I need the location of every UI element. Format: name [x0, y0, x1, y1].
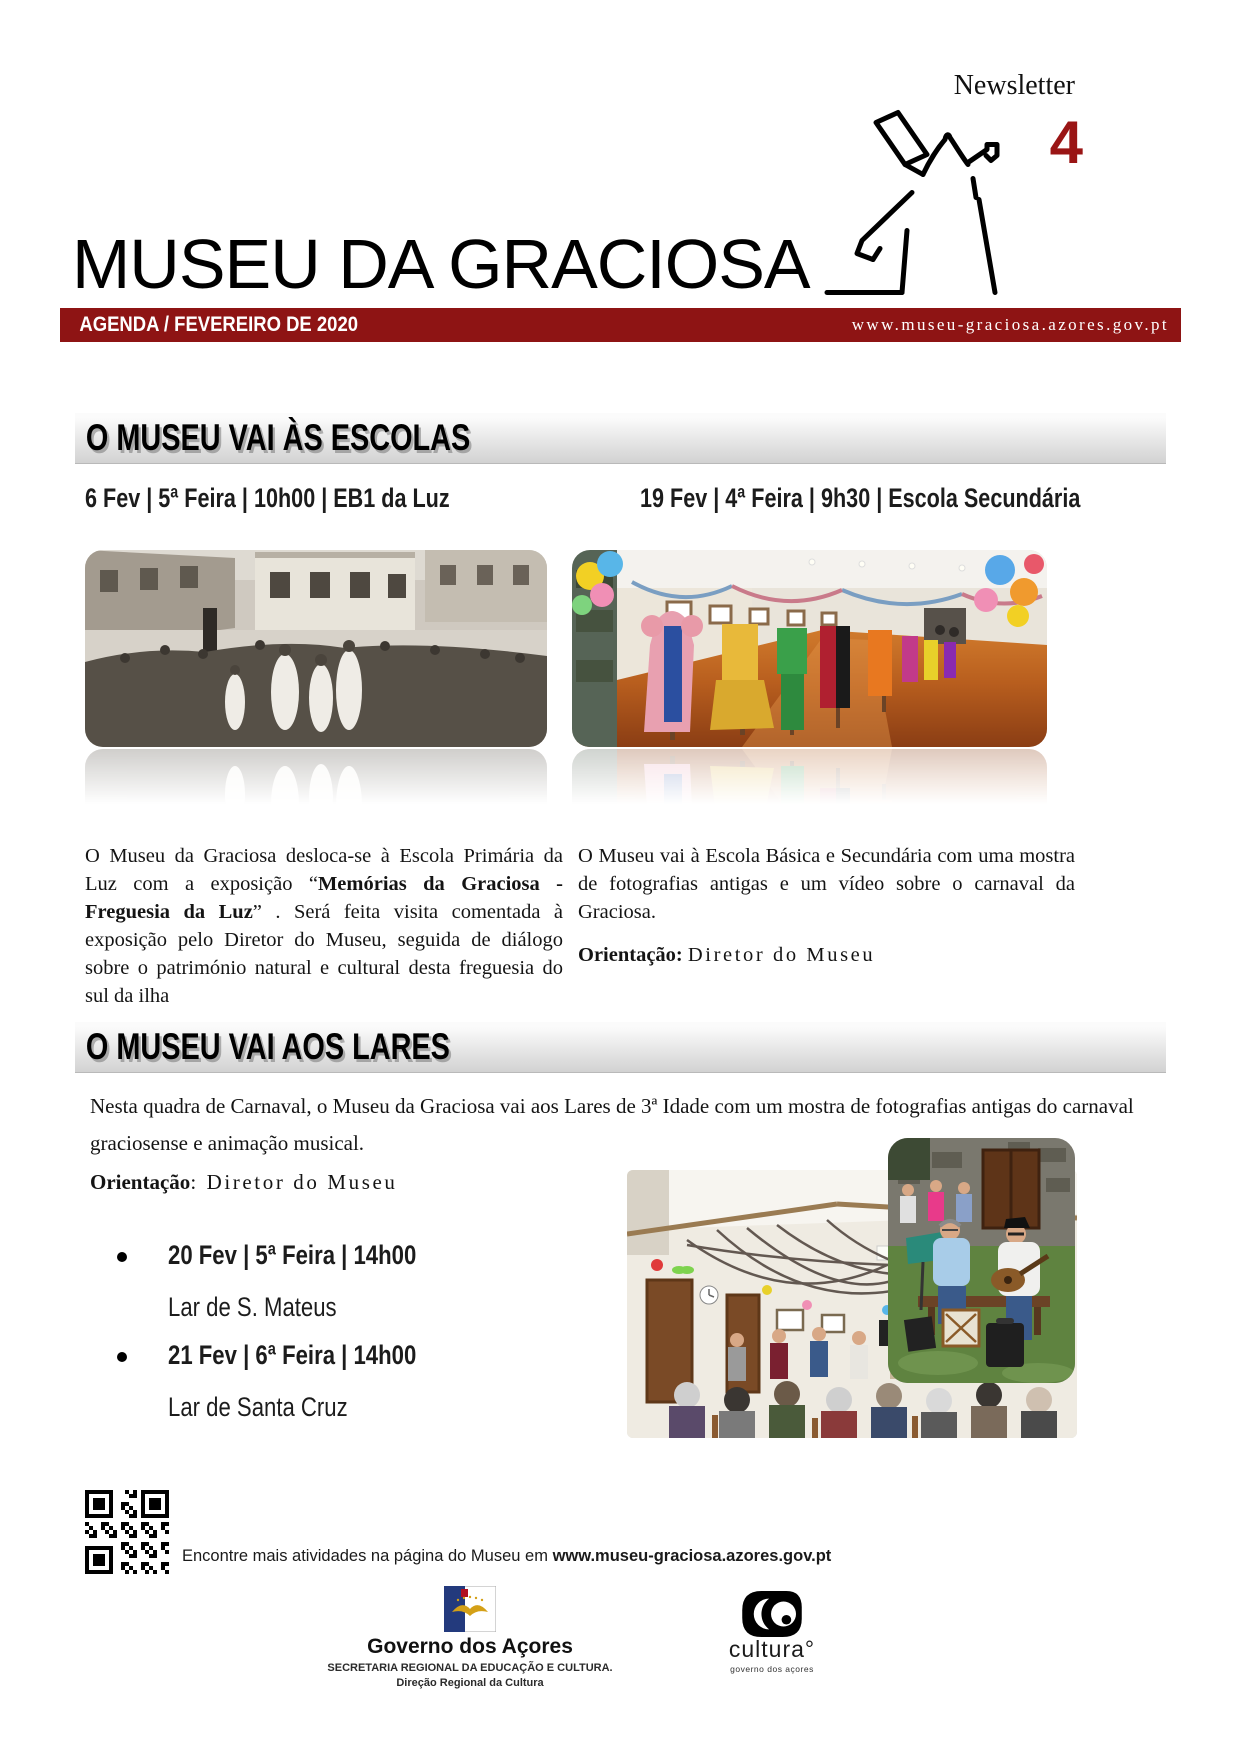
section-lares-bar [75, 1022, 1166, 1073]
section-escolas-heading: O MUSEU VAI ÀS ESCOLAS [85, 417, 471, 458]
orientation-value: Diretor do Museu [687, 944, 876, 966]
lares-event-2-location: Lar de Santa Cruz [168, 1392, 348, 1422]
qr-code [85, 1490, 169, 1574]
escolas-description-secundaria [578, 842, 1075, 969]
musicians-photo-art [888, 1138, 1075, 1383]
event-schedule-luz: 6 Fev | 5ª Feira | 10h00 | EB1 da Luz [85, 483, 450, 513]
cultura-logo-subtext: governo dos açores [730, 1664, 814, 1674]
lares-intro: Nesta quadra de Carnaval, o Museu da Graciosa vai aos Lares de 3ª Idade com um mostra de fotografias antigas do carnaval graciosense e animação musical. [90, 1094, 1134, 1155]
photo-musicians [888, 1138, 1075, 1383]
find-more-line [182, 1547, 831, 1566]
bullet-dot [117, 1252, 127, 1262]
description-bold: Memórias da Graciosa - Freguesia da Luz [85, 873, 563, 923]
cultura-logo [712, 1590, 832, 1674]
agenda-banner [60, 308, 1181, 342]
gov-acores-logo [300, 1586, 640, 1689]
escolas-description-luz [85, 842, 563, 1010]
orientation-label: Orientação: [578, 944, 683, 966]
page-title: MUSEU DA GRACIOSA [72, 225, 810, 303]
museum-website-link[interactable]: www.museu-graciosa.azores.gov.pt [851, 315, 1169, 334]
lares-event-1-location: Lar de S. Mateus [168, 1292, 337, 1322]
issue-number: 4 [1049, 109, 1083, 176]
procession-photo-art [85, 550, 547, 747]
lares-orientation [90, 1170, 398, 1195]
photo-procession-luz [85, 550, 547, 747]
section-escolas-bar [75, 413, 1166, 464]
event-schedule-secundaria: 19 Fev | 4ª Feira | 9h30 | Escola Secundária [640, 483, 1081, 513]
orientation-label: Orientação [90, 1170, 191, 1194]
description-text: O Museu vai à Escola Básica e Secundária com uma mostra de fotografias antigas e um vídeo sobre o carnaval da Graciosa. [578, 845, 1075, 923]
cultura-logo-text: cultura° [728, 1636, 816, 1662]
azores-flag-icon [444, 1586, 496, 1632]
section-lares-heading: O MUSEU VAI AOS LARES [85, 1026, 450, 1067]
cultura-ca-glyph-icon [740, 1590, 804, 1638]
gallery-photo-art [572, 550, 1047, 747]
gov-logo-line1: SECRETARIA REGIONAL DA EDUCAÇÃO E CULTURA. [327, 1662, 613, 1674]
lares-event-1-schedule: 20 Fev | 5ª Feira | 14h00 [168, 1240, 417, 1270]
bullet-dot [117, 1352, 127, 1362]
gov-logo-title: Governo dos Açores [367, 1635, 573, 1658]
photo-carnival-costumes-gallery [572, 550, 1047, 747]
description-prefix: O Museu da Graciosa desloca-se à Escola Primária da Luz com a exposição “ [85, 845, 563, 895]
description-suffix: ” . Será feita visita comentada à exposição pelo Diretor do Museu, seguida de diálogo sobre o património natural e cultural desta freguesia do sul da ilha [85, 901, 563, 1007]
newsletter-label: Newsletter [953, 70, 1075, 101]
lares-event-2-schedule: 21 Fev | 6ª Feira | 14h00 [168, 1340, 417, 1370]
orientation-value: : Diretor do Museu [190, 1170, 398, 1194]
escolas-orientation [578, 941, 1075, 969]
agenda-banner-label: AGENDA / FEVEREIRO DE 2020 [79, 313, 359, 336]
find-more-url[interactable]: www.museu-graciosa.azores.gov.pt [552, 1547, 832, 1565]
find-more-text: Encontre mais atividades na página do Museu em [182, 1547, 553, 1565]
gov-logo-line2: Direção Regional da Cultura [396, 1677, 544, 1689]
